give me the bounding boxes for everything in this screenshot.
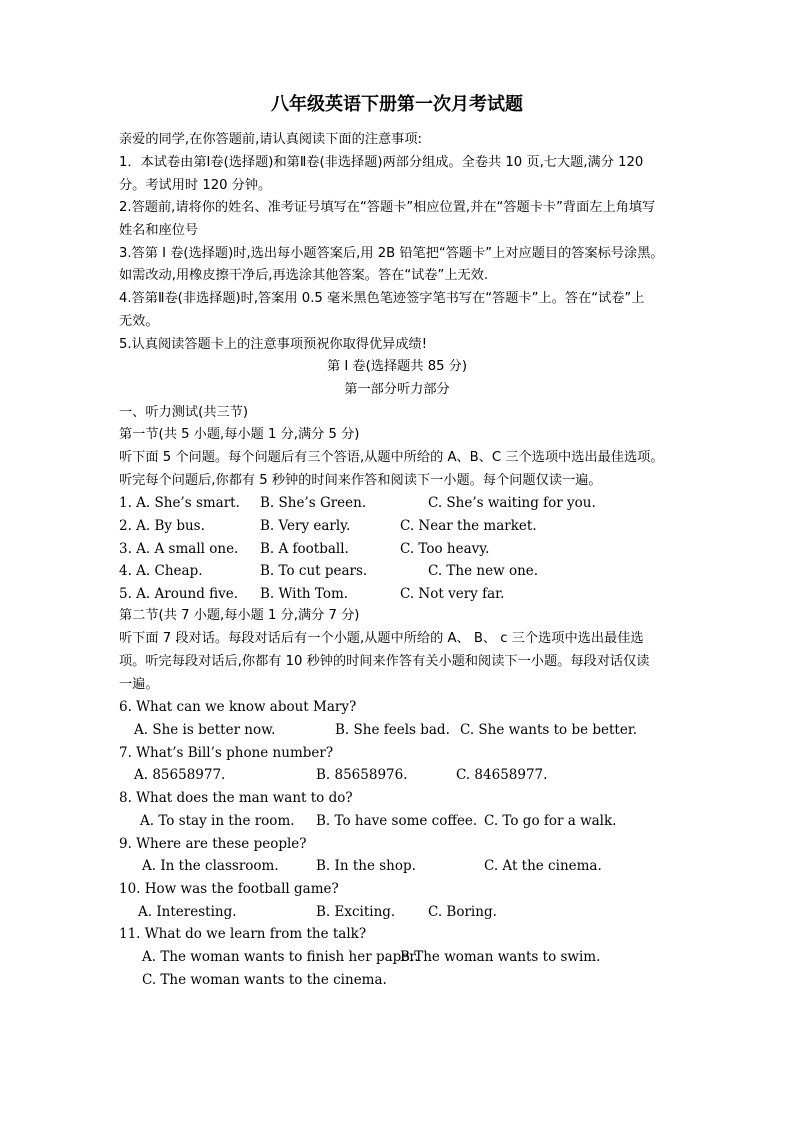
- section-directions: 听完每个问题后,你都有 5 秒钟的时间来作答和阅读下一小题。每个问题仅读一遍。: [119, 473, 602, 488]
- option-b: B. In the shop.: [316, 858, 416, 874]
- question-stem: 10. How was the football game?: [119, 881, 339, 897]
- option-c: C. Near the market.: [400, 518, 537, 534]
- option-c: C. Boring.: [428, 904, 497, 920]
- option-b: B. With Tom.: [260, 586, 349, 602]
- option-a: A. In the classroom.: [142, 858, 279, 874]
- option-c: C. Not very far.: [400, 586, 505, 602]
- option-a: 3. A. A small one.: [119, 541, 239, 557]
- question-stem: 7. What’s Bill’s phone number?: [119, 745, 334, 761]
- page-title: 八年级英语下册第一次月考试题: [271, 94, 523, 115]
- option-a: A. The woman wants to finish her paper.: [142, 949, 419, 965]
- option-b: B. A football.: [260, 541, 349, 557]
- option-b: B. Exciting.: [316, 904, 396, 920]
- option-c: C. The woman wants to the cinema.: [142, 972, 387, 988]
- option-c: C. She’s waiting for you.: [428, 495, 596, 511]
- section-sub-heading: 第一节(共 5 小题,每小题 1 分,满分 5 分): [119, 427, 360, 442]
- option-b: B. She feels bad.: [335, 722, 450, 738]
- option-a: 1. A. She’s smart.: [119, 495, 240, 511]
- section-directions: 一遍。: [119, 677, 159, 692]
- option-c: C. Too heavy.: [400, 541, 490, 557]
- instruction-line: 5.认真阅读答题卡上的注意事项预祝你取得优异成绩!: [119, 337, 427, 352]
- option-a: 4. A. Cheap.: [119, 563, 203, 579]
- question-stem: 6. What can we know about Mary?: [119, 699, 357, 715]
- option-b: B. 85658976.: [316, 767, 408, 783]
- instruction-line: 姓名和座位号: [119, 223, 199, 238]
- option-a: A. Interesting.: [138, 904, 237, 920]
- instruction-line: 2.答题前,请将你的姓名、准考证号填写在“答题卡”相应位置,并在“答题卡卡”背面左上角填写: [119, 200, 656, 215]
- question-stem: 9. Where are these people?: [119, 836, 307, 852]
- option-b: B. She’s Green.: [260, 495, 367, 511]
- section-sub-heading: 第二节(共 7 小题,每小题 1 分,满分 7 分): [119, 608, 360, 623]
- section-directions: 听下面 5 个问题。每个问题后有三个答语,从题中所给的 A、B、C 三个选项中选出最佳选项。: [119, 450, 664, 465]
- option-c: C. At the cinema.: [484, 858, 602, 874]
- option-c: C. To go for a walk.: [484, 813, 617, 829]
- instruction-line: 4.答第Ⅱ卷(非选择题)时,答案用 0.5 毫米黑色笔迹签字笔书写在“答题卡”上。答在“试卷”上: [119, 291, 645, 306]
- option-b: B. To cut pears.: [260, 563, 368, 579]
- part-title: 第一部分听力部分: [344, 382, 450, 397]
- instruction-line: 1．本试卷由第Ⅰ卷(选择题)和第Ⅱ卷(非选择题)两部分组成。全卷共 10 页,七大题,满分 120: [119, 155, 644, 170]
- option-c: C. She wants to be better.: [460, 722, 638, 738]
- option-a: 2. A. By bus.: [119, 518, 205, 534]
- option-b: B.The woman wants to swim.: [400, 949, 601, 965]
- option-a: 5. A. Around five.: [119, 586, 239, 602]
- option-a: A. She is better now.: [134, 722, 276, 738]
- instruction-line: 无效。: [119, 314, 159, 329]
- option-c: C. The new one.: [428, 563, 539, 579]
- volume-title: 第 I 卷(选择题共 85 分): [326, 359, 468, 374]
- section-heading: 一、听力测试(共三节): [119, 405, 248, 420]
- option-b: B. Very early.: [260, 518, 351, 534]
- instruction-line: 3.答第 I 卷(选择题)时,选出每小题答案后,用 2B 铅笔把“答题卡”上对应题目的答案标号涂黑。: [119, 246, 664, 261]
- option-b: B. To have some coffee.: [316, 813, 478, 829]
- instruction-line: 如需改动,用橡皮擦干净后,再选涂其他答案。答在“试卷”上无效.: [119, 268, 489, 283]
- option-c: C. 84658977.: [456, 767, 548, 783]
- option-a: A. To stay in the room.: [140, 813, 295, 829]
- question-stem: 8. What does the man want to do?: [119, 790, 353, 806]
- section-directions: 听下面 7 段对话。每段对话后有一个小题,从题中所给的 A、 B、 c 三个选项中选出最佳选: [119, 631, 644, 646]
- instruction-line: 分。考试用时 120 分钟。: [119, 178, 272, 193]
- instruction-intro: 亲爱的同学,在你答题前,请认真阅读下面的注意事项:: [119, 132, 422, 147]
- question-stem: 11. What do we learn from the talk?: [119, 926, 367, 942]
- section-directions: 项。听完每段对话后,你都有 10 秒钟的时间来作答有关小题和阅读下一小题。每段对话仅读: [119, 654, 650, 669]
- option-a: A. 85658977.: [134, 767, 226, 783]
